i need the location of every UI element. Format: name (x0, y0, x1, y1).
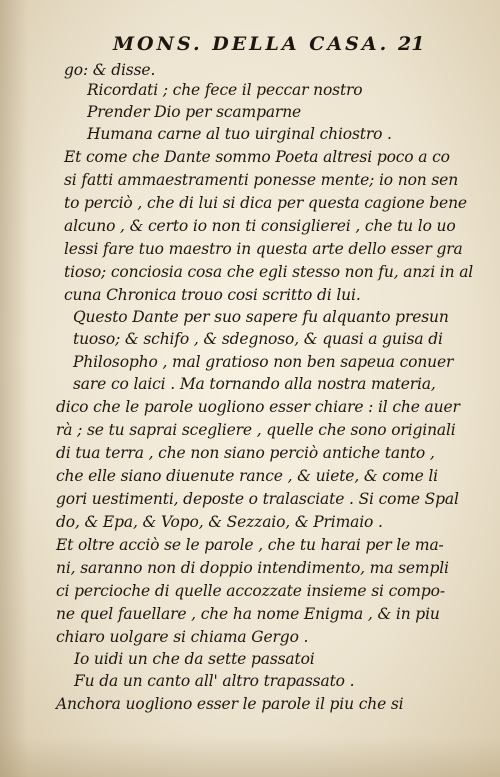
verse-line: Humana carne al tuo uirginal chiostro . (87, 125, 392, 143)
text-line: ci percioche di quelle accozzate insieme si compo- (56, 582, 445, 600)
text-line: che elle siano diuenute rance , & uiete, & come li (56, 467, 438, 485)
text-line: dico che le parole uogliono esser chiare : il che auer (56, 398, 460, 416)
quote-line: tuoso; & schifo , & sdegnoso, & quasi a guisa di (73, 330, 443, 348)
quote-line: sare co laici . Ma tornando alla nostra materia, (73, 375, 436, 393)
verse-line: Prender Dio per scamparne (87, 103, 302, 121)
quote-line: Philosopho , mal gratioso non ben sapeua conuer (73, 353, 454, 371)
text-line: rà ; se tu saprai scegliere , quelle che sono originali (56, 421, 456, 439)
text-line: Et oltre acciò se le parole , che tu harai per le ma- (56, 536, 444, 554)
text-line: gori uestimenti, deposte o tralasciate . Si come Spal (56, 490, 459, 508)
text-line: Et come che Dante sommo Poeta altresi poco a co (64, 148, 450, 166)
text-line: ne quel fauellare , che ha nome Enigma , & in piu (56, 605, 440, 623)
text-line: chiaro uolgare si chiama Gergo . (56, 628, 309, 646)
text-line: do, & Epa, & Vopo, & Sezzaio, & Primaio . (56, 513, 383, 531)
verse-line: Fu da un canto all' altro trapassato . (74, 672, 355, 690)
text-line: lessi fare tuo maestro in questa arte dello esser gra (64, 240, 463, 258)
running-title: MONS. DELLA CASA. (113, 33, 390, 55)
quote-line: Questo Dante per suo sapere fu alquanto presun (73, 308, 449, 326)
text-line: ni, saranno non di doppio intendimento, ma sempli (56, 559, 449, 577)
text-line: di tua terra , che non siano perciò antiche tanto , (56, 444, 435, 462)
text-line: to perciò , che di lui si dica per questa cagione bene (64, 194, 467, 212)
text-line: Anchora uogliono esser le parole il piu che si (56, 695, 404, 713)
text-line: si fatti ammaestramenti ponesse mente; io non sen (64, 171, 459, 189)
text-line: tioso; conciosia cosa che egli stesso non fu, anzi in al (64, 263, 474, 281)
text-line: alcuno , & certo io non ti consiglierei , che tu lo uo (64, 217, 456, 235)
text-line: cuna Chronica trouo cosi scritto di lui. (64, 286, 361, 304)
verse-line: Ricordati ; che fece il peccar nostro (87, 81, 363, 99)
text-line: go: & disse. (64, 61, 156, 79)
verse-line: Io uidi un che da sette passatoi (74, 650, 315, 668)
page-number: 21 (398, 33, 425, 55)
